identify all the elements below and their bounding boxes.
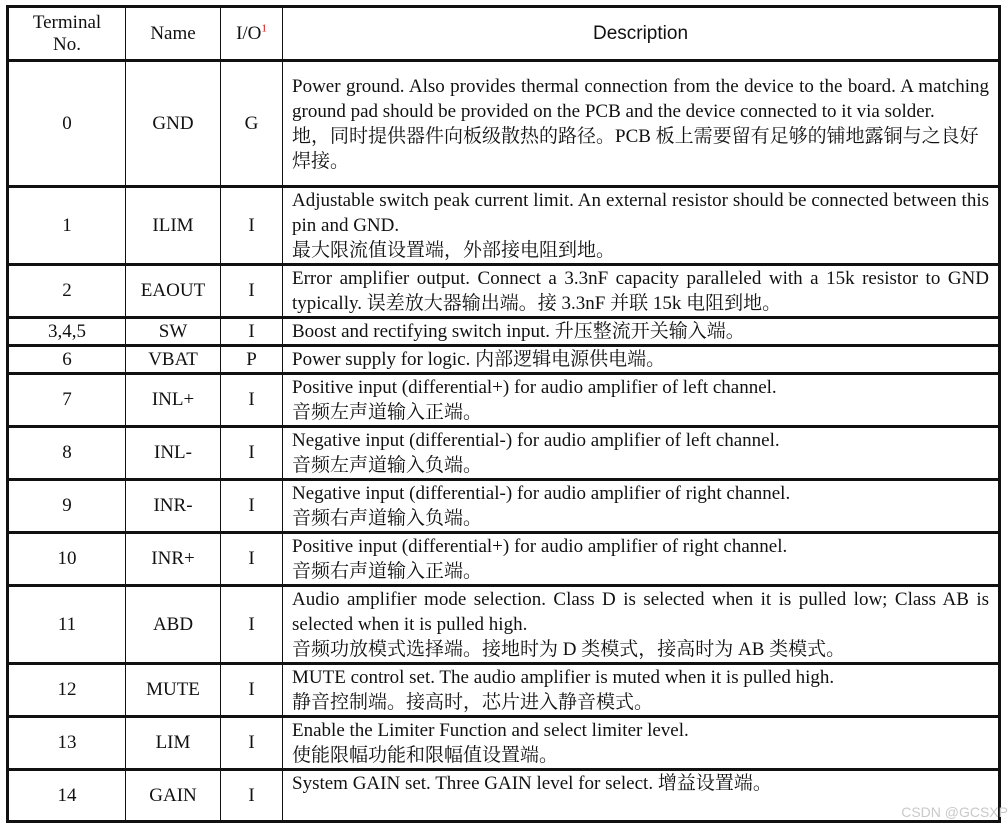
header-io-label: I/O <box>236 22 262 44</box>
cell-name: INR+ <box>126 533 221 586</box>
cell-io: G <box>221 61 283 187</box>
cell-description <box>283 533 1000 586</box>
cell-io: I <box>221 770 283 822</box>
cell-name: INR- <box>126 480 221 533</box>
cell-description <box>283 265 1000 318</box>
cell-name: ILIM <box>126 187 221 265</box>
table-row <box>8 265 1000 318</box>
cell-io: I <box>221 533 283 586</box>
table-row <box>8 586 1000 664</box>
description-line: 音频右声道输入负端。 <box>292 508 483 529</box>
cell-name: VBAT <box>126 346 221 374</box>
description-line: Positive input (differential+) for audio amplifier of right channel. <box>292 536 788 557</box>
cell-description <box>283 480 1000 533</box>
description-line: Boost and rectifying switch input. 升压整流开关输入端。 <box>292 321 745 342</box>
cell-io: I <box>221 480 283 533</box>
table-row <box>8 318 1000 346</box>
cell-terminal: 7 <box>8 374 126 427</box>
cell-description <box>283 374 1000 427</box>
description-line: Power supply for logic. 内部逻辑电源供电端。 <box>292 349 666 370</box>
header-description: Description <box>283 7 1000 61</box>
cell-terminal: 14 <box>8 770 126 822</box>
header-terminal-line2: No. <box>53 33 81 55</box>
cell-description <box>283 770 1000 822</box>
description-line: 音频左声道输入正端。 <box>292 402 483 423</box>
description-line: MUTE control set. The audio amplifier is muted when it is pulled high. <box>292 667 835 688</box>
cell-terminal: 1 <box>8 187 126 265</box>
cell-description <box>283 664 1000 717</box>
cell-description <box>283 61 1000 187</box>
cell-io: P <box>221 346 283 374</box>
table-row <box>8 533 1000 586</box>
header-io <box>221 7 283 61</box>
cell-name: GND <box>126 61 221 187</box>
pin-description-table <box>6 5 1001 823</box>
description-line: 地，同时提供器件向板级散热的路径。PCB 板上需要留有足够的铺地露铜与之良好焊接。 <box>292 125 979 172</box>
cell-io: I <box>221 717 283 770</box>
description-line: Negative input (differential-) for audio amplifier of left channel. <box>292 430 780 451</box>
header-terminal-line1: Terminal <box>32 11 102 33</box>
cell-description <box>283 318 1000 346</box>
table-row <box>8 480 1000 533</box>
cell-io: I <box>221 427 283 480</box>
header-terminal-no <box>8 7 126 61</box>
cell-terminal: 12 <box>8 664 126 717</box>
description-line: System GAIN set. Three GAIN level for select. 增益设置端。 <box>292 773 772 794</box>
cell-io: I <box>221 374 283 427</box>
cell-terminal: 2 <box>8 265 126 318</box>
cell-io: I <box>221 586 283 664</box>
cell-name: SW <box>126 318 221 346</box>
table-row <box>8 374 1000 427</box>
table-row <box>8 61 1000 187</box>
watermark: CSDN @GCSXP <box>901 804 1008 820</box>
cell-name: GAIN <box>126 770 221 822</box>
cell-description <box>283 427 1000 480</box>
description-line: 使能限幅功能和限幅值设置端。 <box>292 745 559 766</box>
cell-io: I <box>221 187 283 265</box>
table-row <box>8 427 1000 480</box>
table-row <box>8 346 1000 374</box>
cell-io: I <box>221 318 283 346</box>
cell-description <box>283 586 1000 664</box>
table-row <box>8 187 1000 265</box>
description-line: Positive input (differential+) for audio amplifier of left channel. <box>292 377 777 398</box>
cell-io: I <box>221 664 283 717</box>
description-line: 静音控制端。接高时，芯片进入静音模式。 <box>292 692 654 713</box>
description-line: Enable the Limiter Function and select limiter level. <box>292 720 689 741</box>
cell-io: I <box>221 265 283 318</box>
description-line: 音频功放模式选择端。接地时为 D 类模式，接高时为 AB 类模式。 <box>292 639 846 660</box>
cell-name: INL+ <box>126 374 221 427</box>
cell-terminal: 11 <box>8 586 126 664</box>
cell-name: ABD <box>126 586 221 664</box>
cell-description <box>283 717 1000 770</box>
cell-name: MUTE <box>126 664 221 717</box>
cell-terminal: 3,4,5 <box>8 318 126 346</box>
description-line: Error amplifier output. Connect a 3.3nF capacity paralleled with a 15k resistor to GND typically. 误差放大器输出端。接 3.3nF 并联 15k 电阻到地。 <box>292 268 989 314</box>
description-line: Negative input (differential-) for audio amplifier of right channel. <box>292 483 791 504</box>
description-line: 音频右声道输入正端。 <box>292 561 483 582</box>
cell-description <box>283 187 1000 265</box>
cell-name: LIM <box>126 717 221 770</box>
cell-terminal: 9 <box>8 480 126 533</box>
description-line: 最大限流值设置端，外部接电阻到地。 <box>292 240 616 261</box>
description-line: Power ground. Also provides thermal connection from the device to the board. A matching ground pad should be provided on the PCB and the device connected to it via solder. <box>292 75 989 122</box>
header-name: Name <box>126 7 221 61</box>
table-body <box>8 61 1000 822</box>
table-header-row <box>8 7 1000 61</box>
table-row <box>8 664 1000 717</box>
cell-description <box>283 346 1000 374</box>
cell-terminal: 8 <box>8 427 126 480</box>
description-line: 音频左声道输入负端。 <box>292 455 483 476</box>
description-line: Audio amplifier mode selection. Class D is selected when it is pulled low; Class AB is selected when it is pulled high. <box>292 589 989 635</box>
cell-terminal: 13 <box>8 717 126 770</box>
cell-name: INL- <box>126 427 221 480</box>
cell-name: EAOUT <box>126 265 221 318</box>
footnote-marker: 1 <box>261 22 267 35</box>
cell-terminal: 6 <box>8 346 126 374</box>
table-row <box>8 770 1000 822</box>
description-line: Adjustable switch peak current limit. An external resistor should be connected between this pin and GND. <box>292 190 989 236</box>
table-row <box>8 717 1000 770</box>
cell-terminal: 10 <box>8 533 126 586</box>
cell-terminal: 0 <box>8 61 126 187</box>
